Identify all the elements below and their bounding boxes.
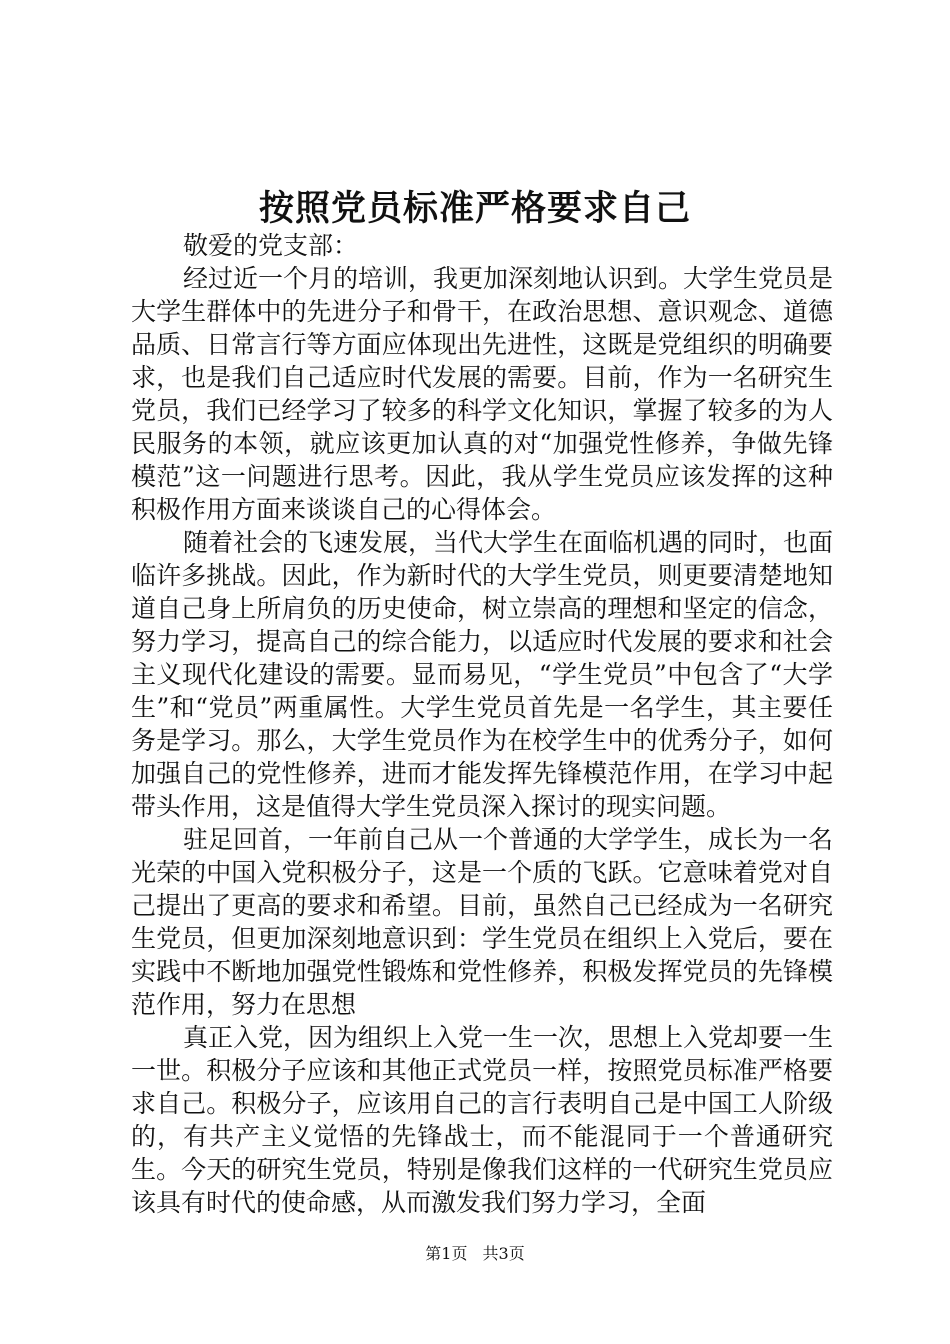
paragraph-1: 经过近一个月的培训，我更加深刻地认识到。大学生党员是大学生群体中的先进分子和骨干，在政治思想、意识观念、道德品质、日常言行等方面应体现出先进性，这既是党组织的明确要求，也是我们自己适应时代发展的需要。目前，作为一名研究生党员，我们已经学习了较多的科学文化知识，掌握了较多的为人民服务的本领，就应该更加认真的对“加强党性修养，争做先锋模范”这一问题进行思考。因此，我从学生党员应该发挥的这种积极作用方面来谈谈自己的心得体会。	[131, 264, 834, 524]
page-number: 第1页	[425, 1244, 468, 1263]
paragraph-4: 真正入党，因为组织上入党一生一次，思想上入党却要一生一世。积极分子应该和其他正式党员一样，按照党员标准严格要求自己。积极分子，应该用自己的言行表明自己是中国工人阶级的，有共产主义觉悟的先锋战士，而不能混同于一个普通研究生。今天的研究生党员，特别是像我们这样的一代研究生党员应该具有时代的使命感，从而激发我们努力学习，全面	[131, 1023, 834, 1217]
page-footer	[0, 1242, 950, 1266]
paragraph-2: 随着社会的飞速发展，当代大学生在面临机遇的同时，也面临许多挑战。因此，作为新时代的大学生党员，则更要清楚地知道自己身上所肩负的历史使命，树立崇高的理想和坚定的信念，努力学习，提高自己的综合能力，以适应时代发展的要求和社会主义现代化建设的需要。显而易见，“学生党员”中包含了“大学生”和“党员”两重属性。大学生党员首先是一名学生，其主要任务是学习。那么，大学生党员作为在校学生中的优秀分子，如何加强自己的党性修养，进而才能发挥先锋模范作用，在学习中起带头作用，这是值得大学生党员深入探讨的现实问题。	[131, 528, 834, 821]
salutation: 敬爱的党支部：	[183, 231, 359, 260]
paragraph-3: 驻足回首，一年前自己从一个普通的大学学生，成长为一名光荣的中国入党积极分子，这是一个质的飞跃。它意味着党对自己提出了更高的要求和希望。目前，虽然自己已经成为一名研究生党员，但更加深刻地意识到：学生党员在组织上入党后，要在实践中不断地加强党性锻炼和党性修养，积极发挥党员的先锋模范作用，努力在思想	[131, 825, 834, 1019]
page-total: 共3页	[482, 1244, 525, 1263]
document-title: 按照党员标准严格要求自己	[258, 188, 691, 229]
document-body	[131, 229, 833, 1219]
